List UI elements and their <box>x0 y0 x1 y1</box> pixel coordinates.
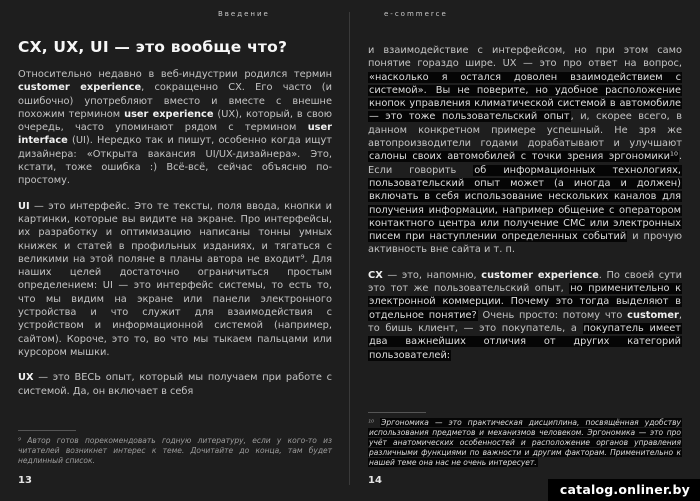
paragraph: UI — это интерфейс. Это те тексты, поля ввода, кнопки и картинки, которые вы видите на экране. Про интерфейсы, их разработку и оптимизацию написаны тонны умных книжек и статей в профильных изданиях, и тягаться с великими на этой поляне в планы автора не входит⁹. Для наших целей достаточно ограничиться простым определением: UI — это интерфейс системы, то есть то, что мы видим на экране или панели электронного устройства и что служит для взаимодействия с устройством и информационной системой (например, сайтом). Короче, это то, во что мы тыкаем пальцами или курсором мышки. <box>18 200 332 358</box>
page-number-right: 14 <box>368 475 382 486</box>
footnote-divider <box>18 430 76 431</box>
right-page-body <box>368 44 682 362</box>
running-head-right: e-commerce <box>384 10 448 18</box>
footnote-text: ¹⁰ Эргономика — это практическая дисциплина, посвящённая удобству использования предметов и механизмов человеком. Эргономика — это про учёт анатомических особенностей и расположение органов управления различными функциями по важности и другим факторам. Применительно к нашей теме она нас не очень интересует. <box>368 418 681 467</box>
chapter-title: CX, UX, UI — это вообще что? <box>18 38 288 56</box>
running-head-left: Введение <box>218 10 270 18</box>
paragraph: Относительно недавно в веб-индустрии родился термин customer experience, сокращенно CX. Его часто (и ошибочно) употребляют вместо и вместе с внешне похожим термином user experience (UX), который, в свою очередь, часто упоминают рядом с термином user interface (UI). Нередко так и пишут, особенно когда ищут дизайнера: «Открыта вакансия UI/UX-дизайнера». Это, кстати, тоже ошибка :) Всё-всё, сейчас объясню по-простому. <box>18 69 332 187</box>
paragraph: CX — это, напомню, customer experience. По своей сути это тот же пользовательский опыт, но применительно к электронной коммерции. Почему это тогда выделяют в отдельное понятие? Очень просто: потому что customer, то бишь клиент, — это покупатель, а покупатель имеет два важнейших отличия от других категорий пользователей: <box>368 269 682 361</box>
footnote-left <box>18 430 332 466</box>
footnote-right <box>368 412 682 468</box>
right-page <box>368 10 682 490</box>
footnote-divider <box>368 412 426 413</box>
watermark: catalog.onliner.by <box>548 479 700 501</box>
page-gutter-divider <box>349 12 350 485</box>
left-page <box>18 10 332 490</box>
page-number-left: 13 <box>18 475 32 486</box>
left-page-body <box>18 68 332 398</box>
paragraph: и взаимодействие с интерфейсом, но при этом само понятие гораздо шире. UX — это про ответ на вопрос, «насколько я остался доволен взаимодействием с системой». Вы не поверите, но удобное расположение кнопок управления климатической системой в автомобиле — это тоже пользовательский опыт, и, скорее всего, в данном конкретном примере успешный. Не зря же автопроизводители годами дорабатывают и улучшают салоны своих автомобилей с точки зрения эргономики¹⁰. Если говорить об информационных технологиях, пользовательский опыт может (а иногда и должен) включать в себя использование нескольких каналов для получения информации, например общение с оператором контактного центра или получение СМС или электронных писем при наступлении определенных событий и прочую активность вне сайта и т. п. <box>368 45 683 256</box>
footnote-text: ⁹ Автор готов порекомендовать годную литературу, если у кого-то из читателей возникнет интерес к теме. Дочитайте до конца, там будет недлинный список. <box>18 436 332 465</box>
paragraph: UX — это ВЕСЬ опыт, который мы получаем при работе с системой. Да, он включает в себя <box>18 372 332 397</box>
